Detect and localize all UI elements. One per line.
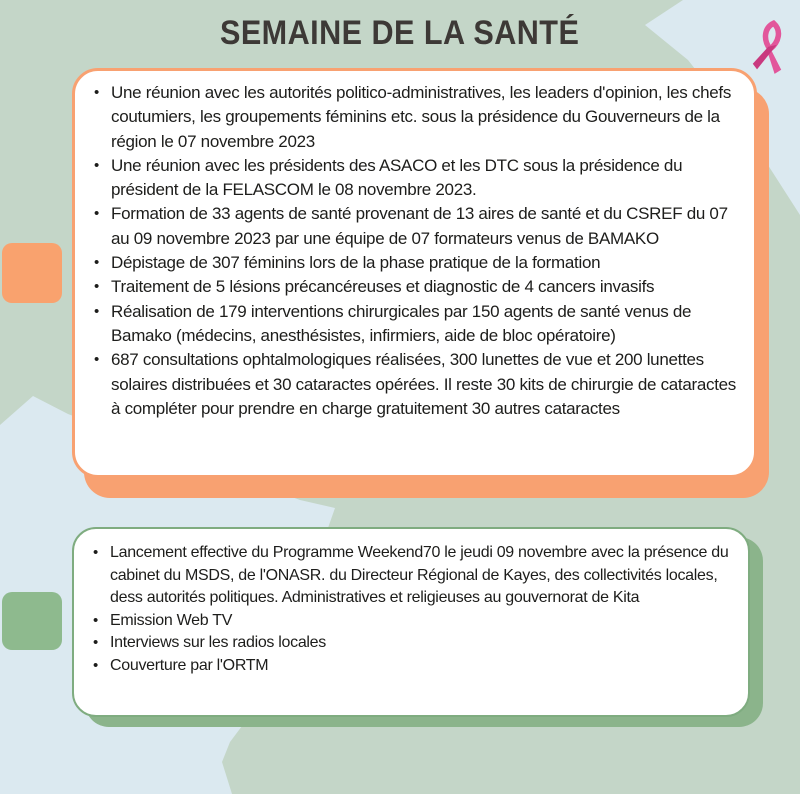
list-item: • Réalisation de 179 interventions chirurgicales par 150 agents de santé venus de Bamako (médecins, anesthésistes, infirmiers, aide de bloc opératoire): [91, 300, 742, 349]
list-item: • Une réunion avec les présidents des ASACO et les DTC sous la présidence du président de la FELASCOM le 08 novembre 2023.: [91, 154, 742, 203]
page-title: [0, 14, 800, 53]
page-title-text: SEMAINE DE LA SANTÉ: [220, 14, 580, 52]
list-item: • Une réunion avec les autorités politico-administratives, les leaders d'opinion, les chefs coutumiers, les groupements féminins etc. sous la présidence du Gouverneurs de la région le 07 novembre 2023: [91, 81, 742, 154]
list-item: • Lancement effective du Programme Weekend70 le jeudi 09 novembre avec la présence du cabinet du MSDS, de l'ONASR. du Directeur Régional de Kayes, des collectivités locales, dess autorités politiques. Administratives et religieuses au gouvernorat de Kita: [90, 542, 736, 610]
side-tab-green: [2, 592, 62, 650]
list-item: • 687 consultations ophtalmologiques réalisées, 300 lunettes de vue et 200 lunettes solaires distribuées et 30 cataractes opérées. Il reste 30 kits de chirurgie de cataractes à compléter pour prendre en charge gratuitement 30 autres cataractes: [91, 348, 742, 421]
card-communication: [72, 527, 750, 717]
list-item: • Traitement de 5 lésions précancéreuses et diagnostic de 4 cancers invasifs: [91, 275, 742, 299]
activites-list: [75, 71, 754, 421]
list-item: • Couverture par l'ORTM: [90, 655, 736, 678]
list-item: • Emission Web TV: [90, 610, 736, 633]
list-item: • Formation de 33 agents de santé provenant de 13 aires de santé et du CSREF du 07 au 09 novembre 2023 par une équipe de 07 formateurs venus de BAMAKO: [91, 202, 742, 251]
card-activites-sanitaires: [72, 68, 757, 478]
communication-list: [74, 529, 748, 678]
list-item: • Interviews sur les radios locales: [90, 632, 736, 655]
side-tab-orange: [2, 243, 62, 303]
list-item: • Dépistage de 307 féminins lors de la phase pratique de la formation: [91, 251, 742, 275]
